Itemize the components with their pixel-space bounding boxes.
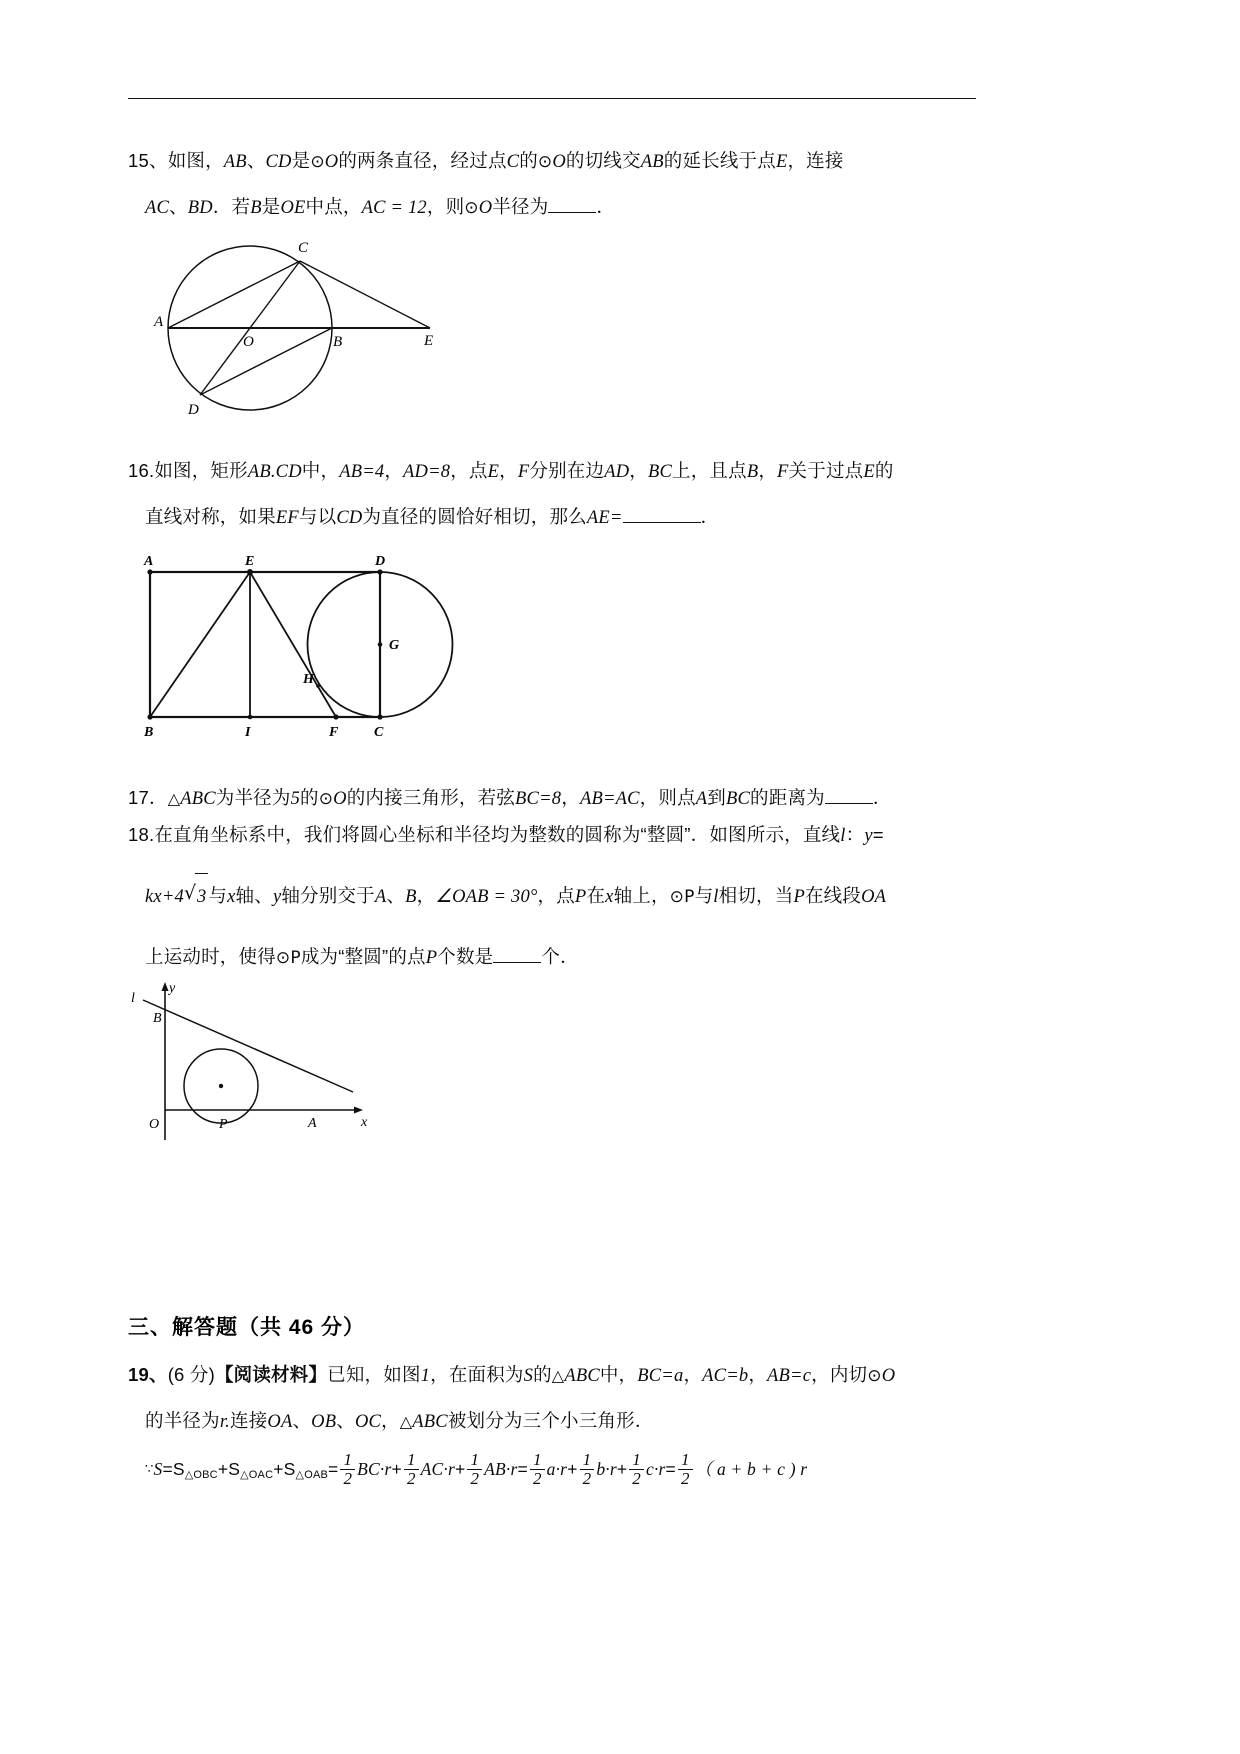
y-axis-arrow	[162, 982, 169, 991]
question-18-line-1: 18.在直角坐标系中，我们将圆心坐标和半径均为整数的圆称为“整圆”．如图所示，直线l：y=	[128, 824, 884, 846]
fig15-label-B: B	[333, 334, 343, 350]
circle-symbol-icon: ⊙	[537, 152, 553, 172]
q18-term-integer-circle: “整圆”	[640, 824, 691, 845]
fig15-label-O: O	[243, 334, 254, 350]
line-CE-tangent	[300, 261, 430, 328]
q19-number: 19、	[128, 1364, 168, 1385]
question-18-line-2: kx+4 √ 3 与x轴、y轴分别交于A、B，∠OAB = 30°，点P在x轴上，⊙P与l相切，当P在线段OA	[145, 873, 886, 920]
fig18-label-O: O	[149, 1117, 160, 1132]
fraction-half: $\frac{1}{2}$	[404, 1451, 419, 1488]
fig16-label-A: A	[144, 554, 154, 569]
fig18-label-x: x	[361, 1115, 368, 1130]
circle-P-symbol: ⊙P	[669, 887, 695, 907]
fig16-label-F: F	[329, 725, 339, 740]
fig15-label-A: A	[154, 314, 164, 330]
line-l	[143, 1000, 353, 1092]
circle-symbol-icon: ⊙	[310, 152, 325, 172]
line-BD	[200, 328, 332, 395]
point-D	[377, 569, 382, 574]
point-B	[147, 714, 152, 719]
question-15-line-1: 15、如图，AB、CD是⊙O的两条直径，经过点C的⊙O的切线交AB的延长线于点E，连接	[128, 150, 844, 172]
fig18-label-y: y	[169, 981, 176, 996]
fig16-label-H: H	[303, 672, 314, 687]
triangle-symbol-icon: △	[167, 789, 181, 808]
q17-number: 17．	[128, 787, 168, 808]
point-I	[248, 715, 253, 720]
fraction-half: $\frac{1}{2}$	[678, 1451, 693, 1488]
figure-16-svg	[140, 552, 470, 742]
figure-16-rectangle-circle-diagram	[140, 552, 470, 742]
point-P-center	[219, 1084, 223, 1088]
question-19-line-2: 的半径为r.连接OA、OB、OC，△ABC被划分为三个小三角形．	[145, 1410, 654, 1432]
fig15-label-C: C	[298, 240, 309, 256]
q18-number: 18.	[128, 824, 155, 845]
fraction-half: $\frac{1}{2}$	[530, 1451, 545, 1488]
circle-symbol-icon: ⊙	[464, 198, 479, 218]
fig16-label-B: B	[144, 725, 154, 740]
fig18-label-B: B	[153, 1011, 162, 1026]
x-axis-arrow	[354, 1107, 363, 1114]
point-H	[316, 684, 320, 688]
fraction-half: $\frac{1}{2}$	[467, 1451, 482, 1488]
circle-symbol-icon: ⊙	[318, 789, 334, 809]
point-C	[377, 714, 382, 719]
fig16-label-C: C	[374, 725, 384, 740]
question-16-line-1: 16.如图，矩形AB.CD中，AB=4，AD=8，点E，F分别在边AD，BC上，且点B，F关于过点E的	[128, 460, 894, 482]
header-divider-rule	[128, 98, 976, 99]
fig16-label-G: G	[389, 638, 400, 653]
q19-reading-material-tag: 【阅读材料】	[214, 1364, 328, 1385]
question-17: 17．△ABC为半径为5的⊙O的内接三角形，若弦BC=8，AB=AC，则点A到BC的距离为 ．	[128, 787, 892, 809]
fig16-label-I: I	[245, 725, 251, 740]
answer-blank-16[interactable]	[623, 522, 701, 523]
question-16-line-2: 直线对称，如果EF与以CD为直径的圆恰好相切，那么AE= ．	[145, 506, 720, 528]
question-15-line-2: AC、BD．若B是OE中点，AC = 12，则⊙O半径为 ．	[145, 196, 616, 218]
fig18-label-A: A	[308, 1116, 317, 1131]
line-EB	[150, 572, 250, 717]
because-symbol-icon: ∵	[145, 1462, 154, 1477]
figure-15-svg	[140, 228, 450, 424]
figure-18-coordinate-diagram	[125, 970, 385, 1155]
answer-blank-15[interactable]	[548, 212, 596, 213]
fraction-half: $\frac{1}{2}$	[629, 1451, 644, 1488]
figure-15-circle-diagram	[140, 228, 450, 424]
line-AC	[168, 261, 300, 328]
fig18-label-P: P	[219, 1117, 228, 1132]
q15-number: 15、	[128, 150, 168, 171]
section-3-heading: 三、解答题（共 46 分）	[128, 1316, 366, 1339]
triangle-symbol-icon: △	[551, 1366, 565, 1385]
point-G	[378, 642, 383, 647]
question-19-formula: $\because S=S_{\triangle OBC}+S_{\triangle OAC}+S_{\triangle OAB}=$ $\frac{1}{2}$ BC·r+ $\frac{1}{2}$ AC·r+ $\frac{1}{2}$ AB·r= $\frac{1}{2}$ a·r+ $\frac{1}{2}$ b·r+ $\frac{1}{2}$ c·r= $\frac{1}{2}$ （ a + b + c ) r	[145, 1450, 808, 1488]
triangle-symbol-icon: △	[399, 1412, 413, 1431]
question-18-line-3: 上运动时，使得⊙P成为“整圆”的点P个数是 个．	[145, 946, 579, 968]
figure-18-svg	[125, 970, 385, 1155]
rectangle-ABCD	[150, 572, 380, 717]
fig15-label-E: E	[424, 333, 434, 349]
fraction-half: $\frac{1}{2}$	[580, 1451, 595, 1488]
circle-P-symbol: ⊙P	[275, 948, 301, 968]
answer-blank-17[interactable]	[825, 803, 873, 804]
point-A	[147, 569, 152, 574]
fig15-label-D: D	[188, 402, 199, 418]
fig16-label-D: D	[375, 554, 386, 569]
point-F	[333, 714, 338, 719]
q19-score: (6 分)	[167, 1364, 215, 1385]
fraction-half: $\frac{1}{2}$	[340, 1451, 355, 1488]
fig16-label-E: E	[245, 554, 255, 569]
point-E	[247, 569, 253, 575]
q16-number: 16.	[128, 460, 155, 481]
circle-symbol-icon: ⊙	[867, 1366, 882, 1386]
fig18-label-l: l	[131, 991, 135, 1006]
question-19-line-1: 19、(6 分)【阅读材料】已知，如图1，在面积为S的△ABC中，BC=a，AC=b，AB=c，内切⊙O	[128, 1364, 896, 1386]
sqrt-icon: √ 3	[184, 873, 208, 920]
line-EF	[250, 572, 336, 717]
answer-blank-18[interactable]	[493, 962, 541, 963]
